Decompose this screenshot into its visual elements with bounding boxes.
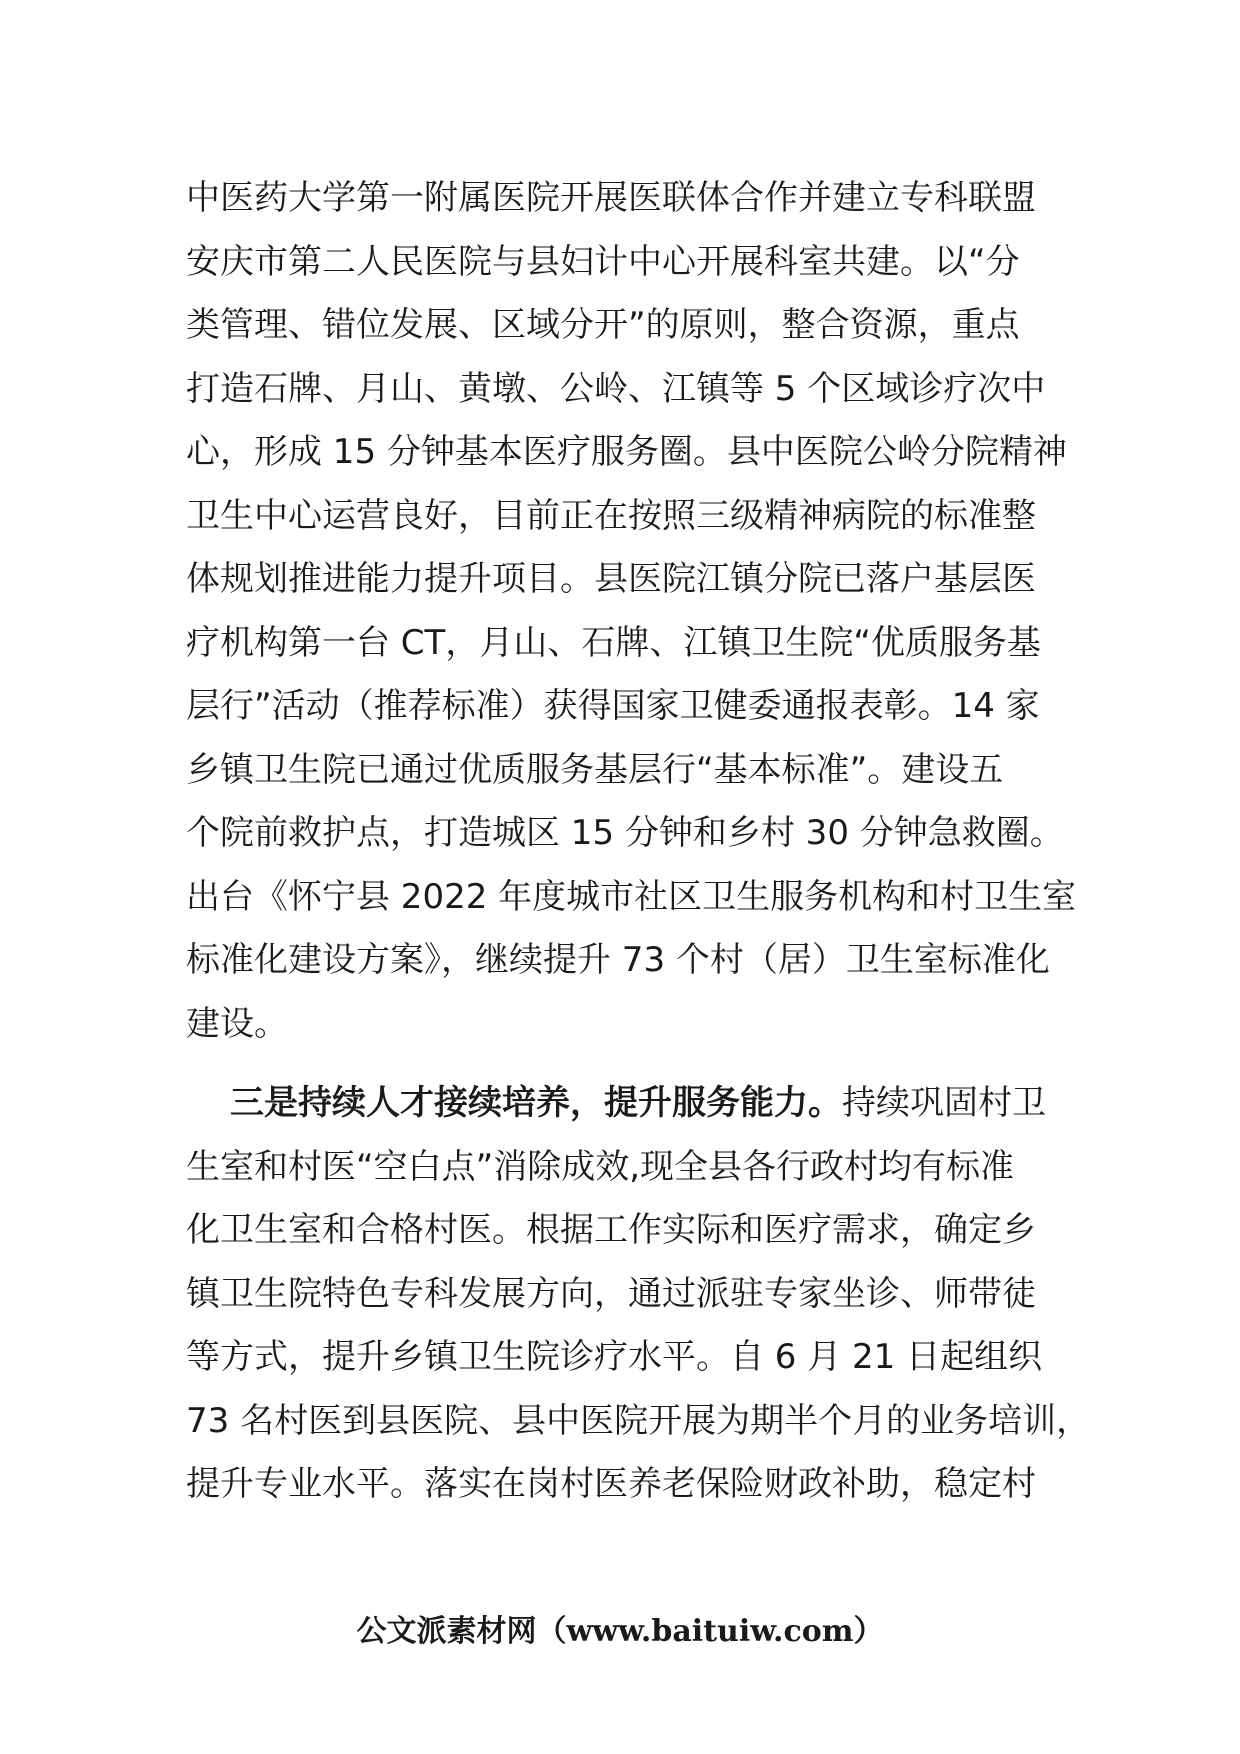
text-line: 个院前救护点，打造城区 15 分钟和乡村 30 分钟急救圈。 bbox=[186, 813, 1064, 853]
text-line bbox=[186, 1072, 1066, 1136]
text-line: 乡镇卫生院已通过优质服务基层行“基本标准”。建设五 bbox=[186, 749, 1004, 790]
text-line: 镇卫生院特色专科发展方向，通过派驻专家坐诊、师带徒 bbox=[186, 1273, 1036, 1314]
text-line: 出台《怀宁县 2022 年度城市社区卫生服务机构和村卫生室 bbox=[186, 876, 1077, 917]
text-line: 提升专业水平。落实在岗村医养老保险财政补助，稳定村 bbox=[186, 1464, 1036, 1504]
section-heading: 三是持续人才接续培养，提升服务能力。 bbox=[230, 1083, 842, 1123]
text-line: 打造石牌、月山、黄墩、公岭、江镇等 5 个区域诊疗次中 bbox=[186, 368, 1046, 409]
text-line: 标准化建设方案》，继续提升 73 个村（居）卫生室标准化 bbox=[186, 940, 1050, 980]
text-line: 生室和村医“空白点”消除成效,现全县各行政村均有标准 bbox=[186, 1146, 1015, 1187]
text-line: 心，形成 15 分钟基本医疗服务圈。县中医院公岭分院精神 bbox=[186, 432, 1067, 472]
heading-line-rest: 持续巩固村卫 bbox=[842, 1083, 1046, 1123]
text-line: 安庆市第二人民医院与县妇计中心开展科室共建。以“分 bbox=[186, 241, 1020, 282]
paragraph-2 bbox=[186, 1072, 1091, 1517]
text-line: 体规划推进能力提升项目。县医院江镇分院已落户基层医 bbox=[186, 559, 1036, 599]
text-line: 疗机构第一台 CT，月山、石牌、江镇卫生院“优质服务基 bbox=[186, 622, 1041, 663]
text-line: 中医药大学第一附属医院开展医联体合作并建立专科联盟 bbox=[186, 178, 1036, 218]
text-line: 建设。 bbox=[186, 1003, 288, 1044]
footer-watermark: 公文派素材网（www.baituiw.com） bbox=[356, 1614, 884, 1649]
text-line: 73 名村医到县医院、县中医院开展为期半个月的业务培训， bbox=[186, 1400, 1091, 1441]
text-line: 类管理、错位发展、区域分开”的原则，整合资源，重点 bbox=[186, 305, 1020, 345]
text-line: 化卫生室和合格村医。根据工作实际和医疗需求，确定乡 bbox=[186, 1210, 1036, 1250]
text-line: 层行”活动（推荐标准）获得国家卫健委通报表彰。14 家 bbox=[186, 686, 1040, 726]
text-line: 等方式，提升乡镇卫生院诊疗水平。自 6 月 21 日起组织 bbox=[186, 1337, 1043, 1377]
text-line: 卫生中心运营良好，目前正在按照三级精神病院的标准整 bbox=[186, 495, 1036, 536]
paragraph-1 bbox=[186, 167, 1077, 1056]
paragraph-spacing bbox=[186, 1056, 1066, 1072]
document-body bbox=[186, 167, 1091, 1517]
